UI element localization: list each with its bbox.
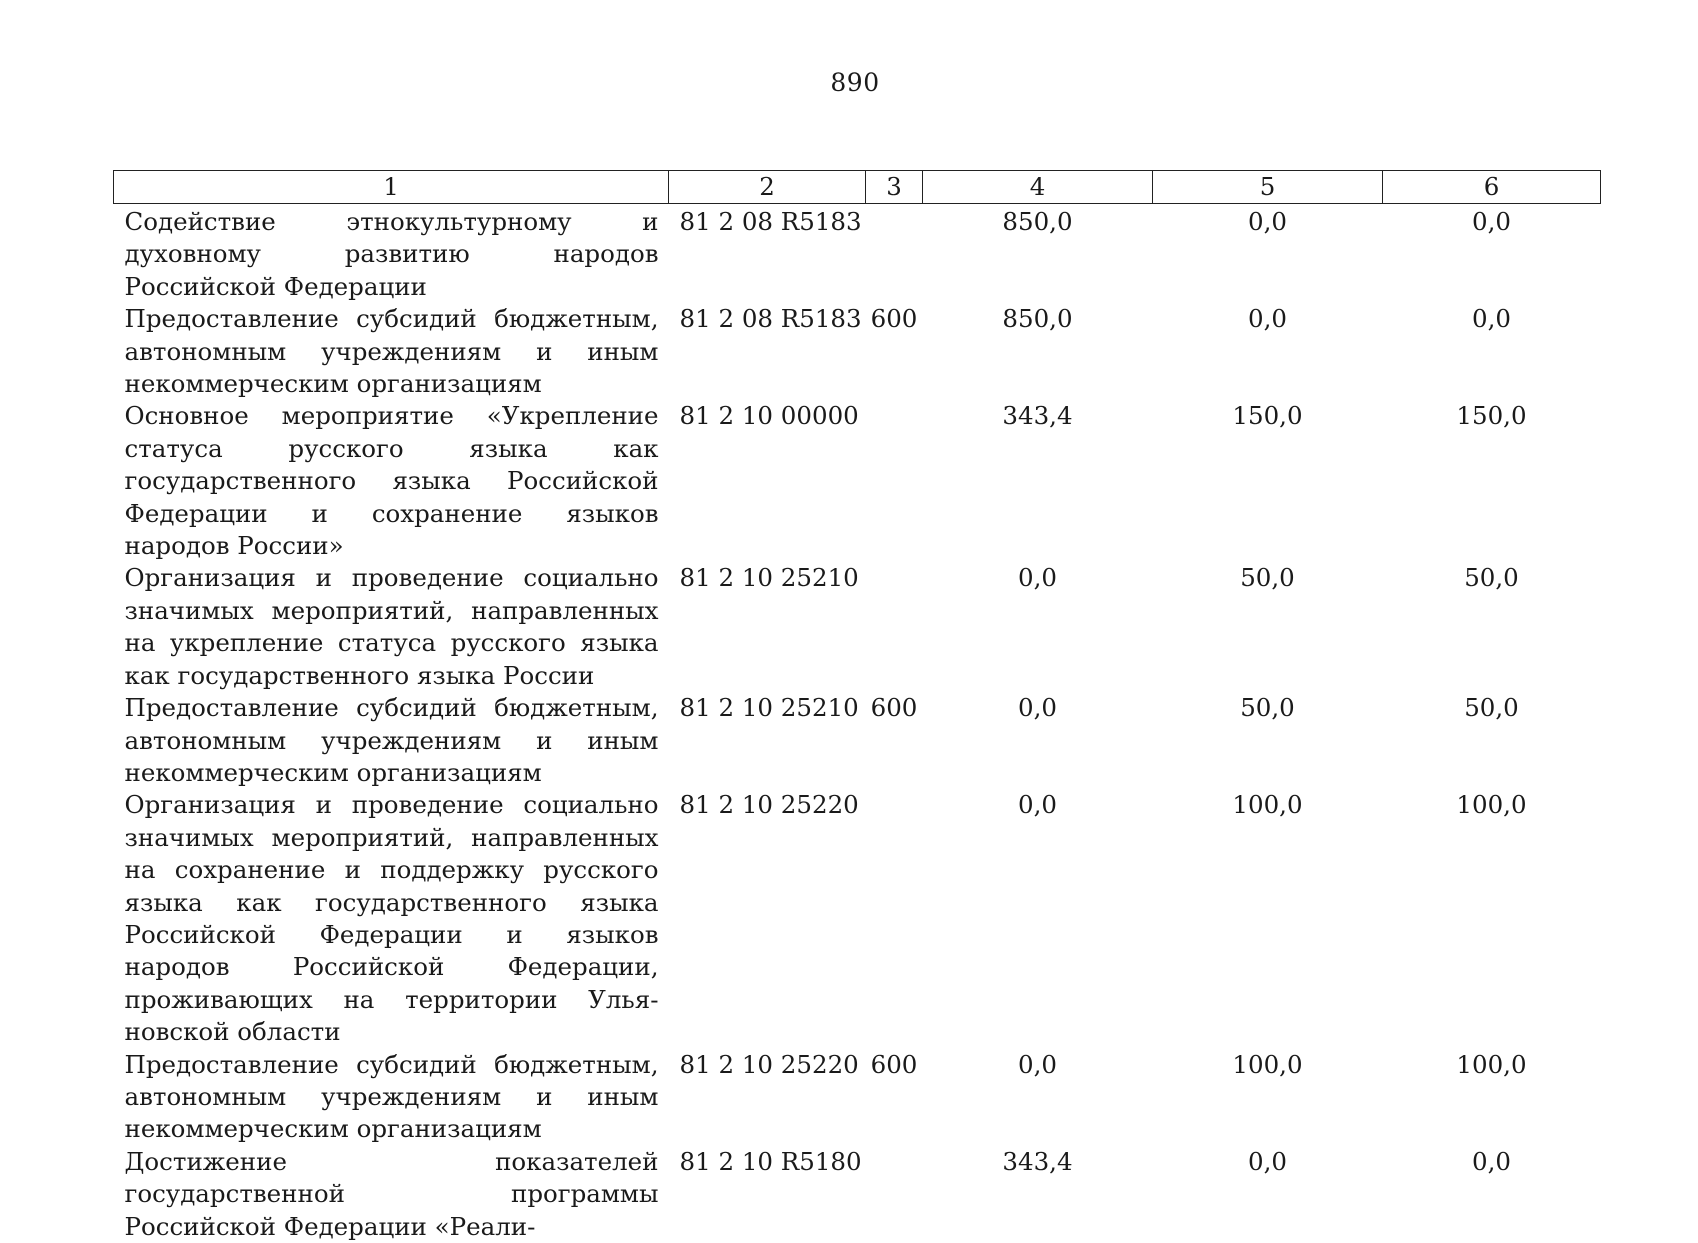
row-value-col4: 0,0 (1018, 563, 1057, 593)
row-value-col5: 100,0 (1232, 790, 1303, 820)
row-value-col5: 150,0 (1232, 401, 1303, 431)
row-code: 81 2 10 25220 (679, 1049, 859, 1079)
table-row (114, 303, 1601, 400)
row-name: Достижение показателей государственной программы Российской Федерации «Реали- (124, 1146, 659, 1241)
row-value-col5: 50,0 (1240, 693, 1295, 723)
row-value-col4: 0,0 (1018, 1049, 1057, 1079)
row-expense-type (866, 1146, 923, 1243)
row-value-col4: 850,0 (1002, 207, 1073, 236)
row-name: Основное мероприятие «Укрепление статуса русского языка как государственного языка Российской Федерации и сохранение языков народов России» (124, 401, 659, 561)
row-value-col4: 343,4 (1002, 1146, 1073, 1176)
row-value-col6: 100,0 (1456, 1049, 1527, 1079)
row-expense-type (866, 562, 923, 692)
row-code: 81 2 10 25210 (679, 693, 859, 723)
row-name: Предоставление субсидий бюджетным, автономным учреждениям и иным некоммерческим организациям (124, 304, 659, 399)
row-expense-type (866, 400, 923, 562)
row-value-col6: 50,0 (1464, 693, 1519, 723)
row-expense-type: 600 (870, 1049, 918, 1079)
header-col-1: 1 (114, 171, 669, 204)
row-value-col6: 100,0 (1456, 790, 1527, 820)
budget-table (113, 170, 1601, 1243)
row-code: 81 2 10 R5180 (679, 1146, 862, 1176)
row-name: Организация и проведение социально значимых мероприятий, направленных на сохранение и поддержку русского языка как государственного языка Российской Федерации и языков народов Российской Федерации, проживающих на территории Ульяновской области (124, 790, 659, 1047)
row-value-col4: 343,4 (1002, 401, 1073, 431)
row-value-col5: 100,0 (1232, 1049, 1303, 1079)
row-value-col6: 50,0 (1464, 563, 1519, 593)
table-row (114, 562, 1601, 692)
row-name: Предоставление субсидий бюджетным, автономным учреждениям и иным некоммерческим организациям (124, 1049, 659, 1144)
row-value-col6: 0,0 (1472, 1146, 1511, 1176)
row-value-col6: 0,0 (1472, 207, 1511, 236)
header-col-5: 5 (1153, 171, 1383, 204)
row-name: Организация и проведение социально значимых мероприятий, направленных на укрепление статуса русского языка как государственного языка России (124, 563, 659, 690)
row-code: 81 2 08 R5183 (679, 207, 862, 236)
table-row (114, 789, 1601, 1048)
row-expense-type: 600 (870, 304, 918, 334)
page-number: 890 (830, 68, 880, 97)
row-expense-type (866, 204, 923, 304)
row-name: Содействие этнокультурному и духовному развитию народов Российской Федерации (124, 207, 659, 301)
row-code: 81 2 08 R5183 (679, 304, 862, 334)
table-row (114, 1049, 1601, 1146)
row-value-col5: 0,0 (1248, 1146, 1287, 1176)
table-row (114, 1146, 1601, 1243)
table-row (114, 400, 1601, 562)
row-value-col5: 0,0 (1248, 304, 1287, 334)
header-row (114, 171, 1601, 204)
header-col-3: 3 (866, 171, 923, 204)
table-row (114, 204, 1601, 304)
header-col-2: 2 (669, 171, 866, 204)
row-value-col5: 0,0 (1248, 207, 1287, 236)
row-name: Предоставление субсидий бюджетным, автономным учреждениям и иным некоммерческим организациям (124, 693, 659, 787)
row-value-col6: 150,0 (1456, 401, 1527, 431)
row-value-col4: 0,0 (1018, 693, 1057, 723)
row-code: 81 2 10 25210 (679, 563, 859, 593)
row-expense-type: 600 (870, 693, 918, 723)
header-col-6: 6 (1383, 171, 1601, 204)
row-expense-type (866, 789, 923, 1048)
row-value-col4: 0,0 (1018, 790, 1057, 820)
row-value-col5: 50,0 (1240, 563, 1295, 593)
header-col-4: 4 (923, 171, 1153, 204)
row-code: 81 2 10 25220 (679, 790, 859, 820)
row-value-col4: 850,0 (1002, 304, 1073, 334)
table-row (114, 692, 1601, 789)
row-code: 81 2 10 00000 (679, 401, 859, 431)
row-value-col6: 0,0 (1472, 304, 1511, 334)
